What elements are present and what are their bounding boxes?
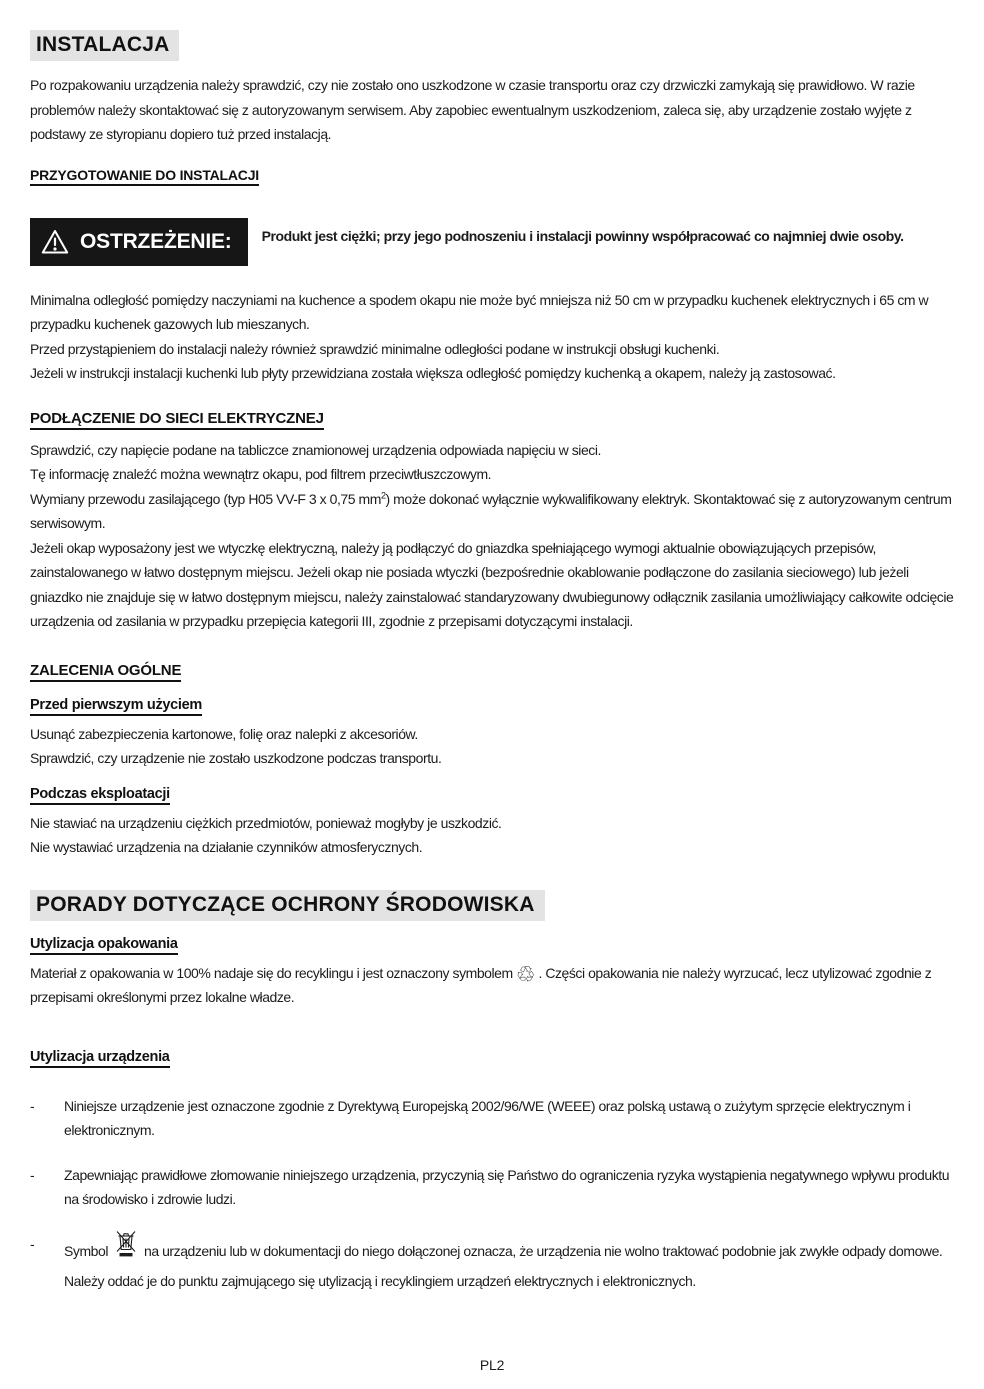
section-title-instalacja: INSTALACJA [30, 30, 179, 61]
section-environment-header [30, 890, 954, 921]
recycle-icon: ♲ [515, 962, 536, 988]
paragraph-line: Sprawdzić, czy napięcie podane na tabliczce znamionowej urządzenia odpowiada napięciu w sieci. [30, 441, 601, 458]
heading-przed-pierwszym-uzyciem: Przed pierwszym użyciem [30, 696, 954, 716]
section-instalacja-header [30, 30, 954, 61]
section-title-environment: PORADY DOTYCZĄCE OCHRONY ŚRODOWISKA [30, 890, 545, 921]
weee-symbol-item: Symbol na urządzeniu lub w dokumentacji do niego dołączonej oznacza, że urządzenia nie wolno traktować podobnie jak zwykłe odpady domowe. Należy oddać je do punktu zajmującego się utylizacją i recyklingiem urządzeń elektrycznych i elektronicznych. [64, 1232, 954, 1294]
before-first-use-paragraph [30, 722, 954, 771]
warning-triangle-icon [40, 228, 70, 256]
weee-crossed-bin-icon [114, 1228, 138, 1266]
paragraph-line: Tę informację znaleźć można wewnątrz okapu, pod filtrem przeciwtłuszczowym. [30, 466, 492, 482]
cable-line: Wymiany przewodu zasilającego (typ H05 VV-F 3 x 0,75 $mm^2$) może dokonać wyłącznie wykwalifikowany elektryk. Skontaktować się z autoryzowanym centrum serwisowym. [30, 489, 952, 531]
distances-paragraph [30, 288, 954, 386]
dash-marker: - [30, 1166, 35, 1183]
intro-paragraph: Po rozpakowaniu urządzenia należy sprawdzić, czy nie zostało ono uszkodzone w czasie transportu oraz czy drzwiczki zamykają się prawidłowo. W razie problemów należy skontaktować się z autoryzowanym serwisem. Aby zapobiec ewentualnym uszkodzeniom, zaleca się, aby urządzenie zostało wyjęte z podstawy ze styropianu dopiero tuż przed instalacją. [30, 77, 915, 142]
superscript-2: 2 [380, 489, 386, 500]
page-number: PL2 [479, 1357, 505, 1373]
device-disposal-list [30, 1094, 954, 1294]
warning-banner [30, 218, 954, 266]
paragraph-line: Nie wystawiać urządzenia na działanie czynników atmosferycznych. [30, 839, 423, 855]
electrical-paragraph [30, 438, 954, 634]
warning-box [30, 218, 248, 266]
heading-utylizacja-urzadzenia: Utylizacja urządzenia [30, 1048, 954, 1068]
paragraph-line: Sprawdzić, czy urządzenie nie zostało uszkodzone podczas transportu. [30, 750, 442, 766]
warning-label: OSTRZEŻENIE: [80, 229, 232, 253]
paragraph-line: Nie stawiać na urządzeniu ciężkich przedmiotów, ponieważ mogłyby je uszkodzić. [30, 814, 502, 831]
heading-utylizacja-opakowania: Utylizacja opakowania [30, 935, 954, 955]
dash-marker: - [30, 1097, 35, 1114]
plug-paragraph: Jeżeli okap wyposażony jest we wtyczkę elektryczną, należy ją podłączyć do gniazdka spełniającego wymogi aktualnie obowiązujących przepisów, zainstalowanego w łatwo dostępnym miejscu. Jeżeli okap nie posiada wtyczki (bezpośrednie okablowanie podłączone do zasilania sieciowego) lub jeżeli gniazdko nie znajduje się w łatwo dostępnym miejscu, należy zainstalować standaryzowany dwubiegunowy odłącznik zasilania umożliwiający całkowite odcięcie urządzenia od zasilania w przypadku przepięcia kategorii III, zgodnie z przepisami dotyczącymi instalacji. [30, 539, 954, 629]
dash-marker: - [30, 1235, 35, 1252]
list-item: - Zapewniając prawidłowe złomowanie niniejszego urządzenia, przyczynią się Państwo do ograniczenia ryzyka wystąpienia negatywnego wpływu produktu na środowisko i zdrowie ludzi. [30, 1163, 954, 1212]
list-item [30, 1232, 954, 1294]
heading-przygotowanie: PRZYGOTOWANIE DO INSTALACJI [30, 167, 954, 186]
heading-podlaczenie: PODŁĄCZENIE DO SIECI ELEKTRYCZNEJ [30, 410, 954, 430]
paragraph-line: Przed przystąpieniem do instalacji należy również sprawdzić minimalne odległości podane w instrukcji obsługi kuchenki. [30, 340, 720, 357]
warning-text: Produkt jest ciężki; przy jego podnoszeniu i instalacji powinny współpracować co najmniej dwie osoby. [261, 227, 904, 244]
heading-zalecenia: ZALECENIA OGÓLNE [30, 662, 954, 682]
paragraph-line: Minimalna odległość pomiędzy naczyniami na kuchence a spodem okapu nie może być mniejsza niż 50 cm w przypadku kuchenek elektrycznych i 65 cm w przypadku kuchenek gazowych lub mieszanych. [30, 291, 929, 332]
heading-podczas-eksploatacji: Podczas eksploatacji [30, 785, 954, 805]
list-item: - Niniejsze urządzenie jest oznaczone zgodnie z Dyrektywą Europejską 2002/96/WE (WEEE) oraz polską ustawą o zużytym sprzęcie elektrycznym i elektronicznym. [30, 1094, 954, 1143]
packaging-paragraph: Materiał z opakowania w 100% nadaje się do recyklingu i jest oznaczony symbolem ♲ . Części opakowania nie należy wyrzucać, lecz utylizować zgodnie z przepisami określonymi przez lokalne władze. [30, 962, 932, 1005]
paragraph-line: Jeżeli w instrukcji instalacji kuchenki lub płyty przewidziana została większa odległość pomiędzy kuchenką a okapem, należy ją zastosować. [30, 365, 836, 381]
paragraph-line: Usunąć zabezpieczenia kartonowe, folię oraz nalepki z akcesoriów. [30, 725, 418, 742]
during-use-paragraph [30, 811, 954, 860]
